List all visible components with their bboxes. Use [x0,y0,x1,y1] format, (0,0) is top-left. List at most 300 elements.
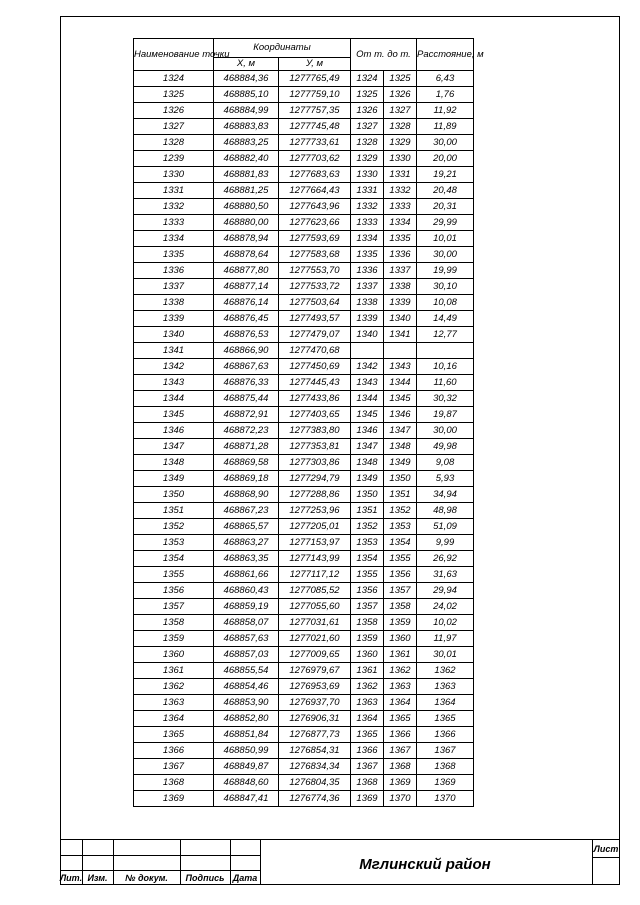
y-cell: 1277153,97 [279,535,351,551]
to-cell: 1365 [384,711,417,727]
point-name-cell: 1350 [134,487,214,503]
to-cell: 1331 [384,167,417,183]
distance-cell: 6,43 [417,71,474,87]
table-row [134,519,474,535]
x-cell: 468863,27 [214,535,279,551]
from-cell: 1368 [351,775,384,791]
y-cell: 1276906,31 [279,711,351,727]
to-cell: 1364 [384,695,417,711]
y-cell: 1277493,57 [279,311,351,327]
table-row [134,535,474,551]
table-row [134,391,474,407]
distance-cell: 29,94 [417,583,474,599]
distance-cell: 26,92 [417,551,474,567]
y-cell: 1277450,69 [279,359,351,375]
x-cell: 468868,90 [214,487,279,503]
distance-cell: 11,97 [417,631,474,647]
to-cell: 1335 [384,231,417,247]
stamp-lit-label: Лит. [60,873,83,883]
point-name-cell: 1338 [134,295,214,311]
x-cell: 468880,50 [214,199,279,215]
from-cell: 1359 [351,631,384,647]
y-cell: 1277031,61 [279,615,351,631]
to-cell: 1359 [384,615,417,631]
y-cell: 1276854,31 [279,743,351,759]
x-cell: 468875,44 [214,391,279,407]
table-row [134,551,474,567]
stamp-date-label: Дата [232,873,258,883]
y-cell: 1276937,70 [279,695,351,711]
y-cell: 1277294,79 [279,471,351,487]
distance-cell [417,343,474,359]
from-cell: 1340 [351,327,384,343]
point-name-cell: 1337 [134,279,214,295]
from-cell: 1366 [351,743,384,759]
x-cell: 468859,19 [214,599,279,615]
point-name-cell: 1359 [134,631,214,647]
y-cell: 1277643,96 [279,199,351,215]
point-name-cell: 1332 [134,199,214,215]
y-cell: 1277288,86 [279,487,351,503]
to-cell: 1333 [384,199,417,215]
from-cell: 1339 [351,311,384,327]
distance-cell: 1,76 [417,87,474,103]
to-cell: 1328 [384,119,417,135]
y-cell: 1277055,60 [279,599,351,615]
to-cell: 1339 [384,295,417,311]
distance-cell: 51,09 [417,519,474,535]
to-cell: 1336 [384,247,417,263]
to-cell: 1356 [384,567,417,583]
x-cell: 468885,10 [214,87,279,103]
from-cell: 1337 [351,279,384,295]
point-name-cell: 1352 [134,519,214,535]
from-cell: 1334 [351,231,384,247]
to-cell: 1337 [384,263,417,279]
x-cell: 468853,90 [214,695,279,711]
table-row [134,759,474,775]
y-cell: 1276834,34 [279,759,351,775]
to-cell: 1349 [384,455,417,471]
table-row [134,407,474,423]
y-cell: 1277757,35 [279,103,351,119]
y-cell: 1277623,66 [279,215,351,231]
x-cell: 468847,41 [214,791,279,807]
y-cell: 1277765,49 [279,71,351,87]
distance-cell: 11,60 [417,375,474,391]
x-cell: 468865,57 [214,519,279,535]
from-cell: 1357 [351,599,384,615]
from-cell: 1356 [351,583,384,599]
y-cell: 1276774,36 [279,791,351,807]
point-name-cell: 1340 [134,327,214,343]
y-cell: 1277009,65 [279,647,351,663]
y-cell: 1277664,43 [279,183,351,199]
table-row [134,423,474,439]
from-cell: 1361 [351,663,384,679]
from-cell: 1349 [351,471,384,487]
point-name-cell: 1330 [134,167,214,183]
title-block [60,839,620,885]
from-cell: 1355 [351,567,384,583]
x-cell: 468880,00 [214,215,279,231]
from-cell: 1358 [351,615,384,631]
table-row [134,247,474,263]
x-cell: 468858,07 [214,615,279,631]
table-row [134,695,474,711]
distance-cell: 10,16 [417,359,474,375]
point-name-cell: 1363 [134,695,214,711]
from-cell: 1363 [351,695,384,711]
table-body [134,71,474,807]
distance-cell: 29,99 [417,215,474,231]
x-cell: 468884,99 [214,103,279,119]
to-cell: 1358 [384,599,417,615]
from-cell: 1344 [351,391,384,407]
distance-cell: 1369 [417,775,474,791]
sheet-label: Лист [593,844,619,854]
point-name-cell: 1335 [134,247,214,263]
to-cell: 1332 [384,183,417,199]
distance-cell: 9,99 [417,535,474,551]
x-cell: 468866,90 [214,343,279,359]
distance-cell: 30,10 [417,279,474,295]
to-cell: 1345 [384,391,417,407]
from-cell: 1346 [351,423,384,439]
from-cell: 1354 [351,551,384,567]
y-cell: 1276877,73 [279,727,351,743]
table-row [134,103,474,119]
from-cell: 1347 [351,439,384,455]
table-row [134,471,474,487]
y-cell: 1276979,67 [279,663,351,679]
to-cell: 1362 [384,663,417,679]
distance-cell: 31,63 [417,567,474,583]
to-cell: 1360 [384,631,417,647]
to-cell: 1367 [384,743,417,759]
point-name-cell: 1327 [134,119,214,135]
x-cell: 468876,14 [214,295,279,311]
x-cell: 468877,80 [214,263,279,279]
distance-cell: 34,94 [417,487,474,503]
point-name-cell: 1343 [134,375,214,391]
from-cell: 1325 [351,87,384,103]
table-row [134,183,474,199]
x-cell: 468852,80 [214,711,279,727]
table-row [134,71,474,87]
distance-cell: 1363 [417,679,474,695]
to-cell: 1340 [384,311,417,327]
distance-cell: 20,48 [417,183,474,199]
distance-cell: 20,31 [417,199,474,215]
table-row [134,615,474,631]
table-row [134,567,474,583]
point-name-cell: 1239 [134,151,214,167]
point-name-cell: 1358 [134,615,214,631]
from-cell: 1351 [351,503,384,519]
y-cell: 1277403,65 [279,407,351,423]
from-cell: 1324 [351,71,384,87]
table-row [134,199,474,215]
table-row [134,343,474,359]
distance-cell: 11,89 [417,119,474,135]
from-cell: 1328 [351,135,384,151]
table-row [134,359,474,375]
distance-cell: 48,98 [417,503,474,519]
distance-cell: 49,98 [417,439,474,455]
distance-cell: 10,01 [417,231,474,247]
table-row [134,663,474,679]
from-cell [351,343,384,359]
x-cell: 468849,87 [214,759,279,775]
from-cell: 1360 [351,647,384,663]
x-cell: 468881,83 [214,167,279,183]
table-row [134,295,474,311]
point-name-cell: 1364 [134,711,214,727]
to-cell: 1361 [384,647,417,663]
x-cell: 468881,25 [214,183,279,199]
x-cell: 468854,46 [214,679,279,695]
x-cell: 468882,40 [214,151,279,167]
y-cell: 1277745,48 [279,119,351,135]
y-cell: 1277205,01 [279,519,351,535]
from-cell: 1348 [351,455,384,471]
to-cell: 1368 [384,759,417,775]
point-name-cell: 1357 [134,599,214,615]
x-cell: 468861,66 [214,567,279,583]
from-cell: 1331 [351,183,384,199]
x-cell: 468883,25 [214,135,279,151]
distance-cell: 1362 [417,663,474,679]
y-cell: 1277433,86 [279,391,351,407]
point-name-cell: 1342 [134,359,214,375]
x-cell: 468855,54 [214,663,279,679]
from-cell: 1330 [351,167,384,183]
from-cell: 1367 [351,759,384,775]
table-row [134,679,474,695]
point-name-cell: 1355 [134,567,214,583]
table-row [134,455,474,471]
to-cell: 1329 [384,135,417,151]
y-cell: 1277533,72 [279,279,351,295]
x-cell: 468851,84 [214,727,279,743]
table-row [134,231,474,247]
point-name-cell: 1333 [134,215,214,231]
table-row [134,711,474,727]
table-row [134,743,474,759]
point-name-cell: 1361 [134,663,214,679]
to-cell: 1351 [384,487,417,503]
distance-cell: 10,08 [417,295,474,311]
y-cell: 1277303,86 [279,455,351,471]
table-row [134,167,474,183]
point-name-cell: 1365 [134,727,214,743]
y-cell: 1277021,60 [279,631,351,647]
y-cell: 1277085,52 [279,583,351,599]
point-name-cell: 1339 [134,311,214,327]
y-cell: 1277683,63 [279,167,351,183]
point-name-cell: 1324 [134,71,214,87]
to-cell: 1327 [384,103,417,119]
from-cell: 1333 [351,215,384,231]
to-cell [384,343,417,359]
from-cell: 1332 [351,199,384,215]
from-cell: 1335 [351,247,384,263]
to-cell: 1334 [384,215,417,231]
table-row [134,631,474,647]
y-cell: 1277383,80 [279,423,351,439]
table-row [134,151,474,167]
x-cell: 468883,83 [214,119,279,135]
distance-cell: 1366 [417,727,474,743]
from-cell: 1345 [351,407,384,423]
point-name-cell: 1326 [134,103,214,119]
header-y: У, м [279,58,351,71]
distance-cell: 30,32 [417,391,474,407]
from-cell: 1326 [351,103,384,119]
point-name-cell: 1356 [134,583,214,599]
table-row [134,439,474,455]
point-name-cell: 1331 [134,183,214,199]
distance-cell: 1370 [417,791,474,807]
distance-cell: 30,00 [417,247,474,263]
table-row [134,647,474,663]
table-row [134,599,474,615]
table-row [134,119,474,135]
to-cell: 1354 [384,535,417,551]
table-row [134,375,474,391]
to-cell: 1353 [384,519,417,535]
x-cell: 468871,28 [214,439,279,455]
table-row [134,487,474,503]
y-cell: 1277759,10 [279,87,351,103]
point-name-cell: 1360 [134,647,214,663]
point-name-cell: 1325 [134,87,214,103]
from-cell: 1338 [351,295,384,311]
point-name-cell: 1346 [134,423,214,439]
to-cell: 1363 [384,679,417,695]
point-name-cell: 1341 [134,343,214,359]
y-cell: 1277479,07 [279,327,351,343]
table-row [134,791,474,807]
y-cell: 1277553,70 [279,263,351,279]
y-cell: 1276804,35 [279,775,351,791]
table-row [134,327,474,343]
distance-cell: 20,00 [417,151,474,167]
district-title: Мглинский район [359,856,491,873]
header-x: X, м [214,58,279,71]
header-coordinates: Координаты [214,39,351,58]
point-name-cell: 1366 [134,743,214,759]
x-cell: 468850,99 [214,743,279,759]
point-name-cell: 1351 [134,503,214,519]
to-cell: 1338 [384,279,417,295]
x-cell: 468869,18 [214,471,279,487]
y-cell: 1277583,68 [279,247,351,263]
table-row [134,87,474,103]
header-point-name: Наименование точки [134,39,214,71]
distance-cell: 30,00 [417,135,474,151]
from-cell: 1369 [351,791,384,807]
y-cell: 1277353,81 [279,439,351,455]
table-row [134,135,474,151]
table-row [134,279,474,295]
x-cell: 468876,53 [214,327,279,343]
distance-cell: 1368 [417,759,474,775]
to-cell: 1370 [384,791,417,807]
from-cell: 1343 [351,375,384,391]
y-cell: 1277503,64 [279,295,351,311]
distance-cell: 19,99 [417,263,474,279]
point-name-cell: 1345 [134,407,214,423]
table-row [134,215,474,231]
stamp-doc-no-label: № докум. [125,873,168,883]
y-cell: 1277703,62 [279,151,351,167]
x-cell: 468876,33 [214,375,279,391]
to-cell: 1326 [384,87,417,103]
from-cell: 1365 [351,727,384,743]
point-name-cell: 1367 [134,759,214,775]
from-cell: 1327 [351,119,384,135]
point-name-cell: 1328 [134,135,214,151]
distance-cell: 1365 [417,711,474,727]
to-cell: 1355 [384,551,417,567]
distance-cell: 11,92 [417,103,474,119]
x-cell: 468867,23 [214,503,279,519]
x-cell: 468860,43 [214,583,279,599]
to-cell: 1343 [384,359,417,375]
x-cell: 468869,58 [214,455,279,471]
to-cell: 1369 [384,775,417,791]
table-row [134,311,474,327]
y-cell: 1277593,69 [279,231,351,247]
to-cell: 1347 [384,423,417,439]
x-cell: 468857,63 [214,631,279,647]
point-name-cell: 1362 [134,679,214,695]
to-cell: 1341 [384,327,417,343]
from-cell: 1362 [351,679,384,695]
y-cell: 1277733,61 [279,135,351,151]
point-name-cell: 1344 [134,391,214,407]
table-row [134,583,474,599]
point-name-cell: 1369 [134,791,214,807]
distance-cell: 30,00 [417,423,474,439]
point-name-cell: 1347 [134,439,214,455]
point-name-cell: 1336 [134,263,214,279]
to-cell: 1366 [384,727,417,743]
coordinates-table [133,38,484,807]
y-cell: 1276953,69 [279,679,351,695]
distance-cell: 1367 [417,743,474,759]
point-name-cell: 1354 [134,551,214,567]
from-cell: 1353 [351,535,384,551]
to-cell: 1346 [384,407,417,423]
y-cell: 1277470,68 [279,343,351,359]
y-cell: 1277117,12 [279,567,351,583]
from-cell: 1352 [351,519,384,535]
x-cell: 468876,45 [214,311,279,327]
y-cell: 1277143,99 [279,551,351,567]
distance-cell: 19,87 [417,407,474,423]
distance-cell: 9,08 [417,455,474,471]
to-cell: 1348 [384,439,417,455]
to-cell: 1344 [384,375,417,391]
x-cell: 468872,23 [214,423,279,439]
to-cell: 1357 [384,583,417,599]
distance-cell: 24,02 [417,599,474,615]
from-cell: 1336 [351,263,384,279]
x-cell: 468857,03 [214,647,279,663]
